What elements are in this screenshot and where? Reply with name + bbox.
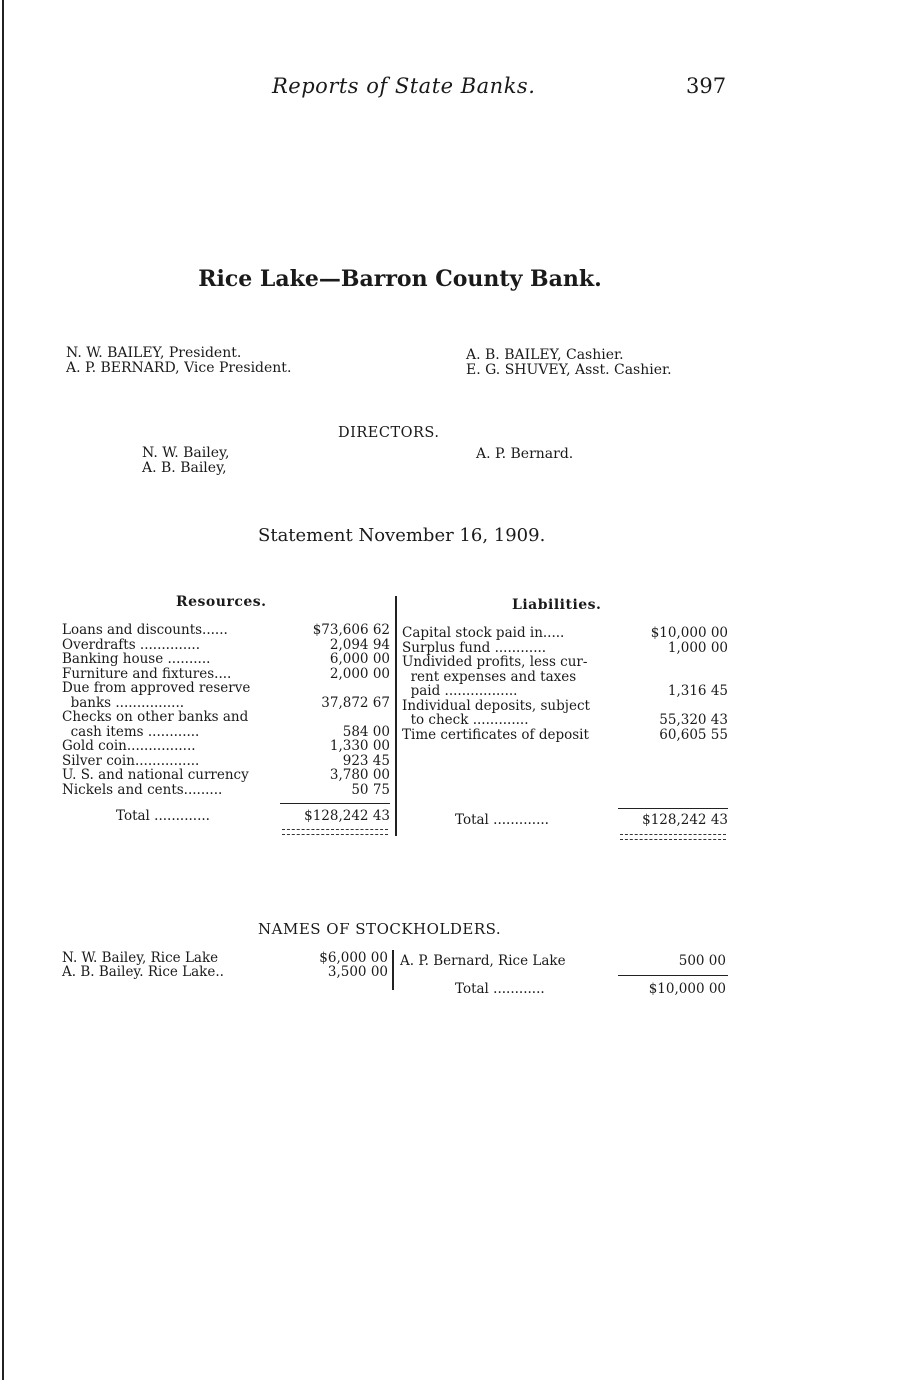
row-label: Gold coin................	[62, 738, 196, 754]
row-amount: $73,606 62	[312, 622, 390, 638]
officer-president: N. W. BAILEY, President.	[66, 345, 242, 361]
row-label: Surplus fund ............	[402, 639, 547, 656]
stockholder-amount: 3,500 00	[327, 964, 388, 980]
director-name: A. B. Bailey,	[142, 460, 227, 476]
total-label: Total ............	[455, 981, 545, 997]
stockholder-amount: 500 00	[678, 953, 726, 969]
directors-heading: DIRECTORS.	[338, 425, 440, 441]
row-label: Furniture and fixtures....	[62, 665, 232, 682]
row-amount: 923 45	[342, 752, 390, 769]
row-amount: 2,094 94	[329, 636, 390, 653]
row-label: Due from approved reserve	[62, 680, 251, 696]
row-label: to check .............	[402, 712, 529, 728]
total-rule	[618, 808, 728, 809]
column-divider	[395, 596, 397, 836]
row-amount: 60,605 55	[659, 726, 728, 743]
total-amount: $128,242 43	[304, 808, 390, 824]
row-amount: 6,000 00	[329, 651, 390, 667]
bank-title: Rice Lake—Barron County Bank.	[198, 266, 602, 292]
total-rule	[618, 975, 728, 976]
page-number: 397	[686, 74, 727, 98]
row-label: Checks on other banks and	[62, 709, 249, 725]
row-label: banks ................	[62, 694, 185, 711]
total-amount: $10,000 00	[648, 981, 726, 997]
row-amount: 1,316 45	[667, 683, 728, 699]
row-label: Overdrafts ..............	[62, 636, 200, 653]
director-name: N. W. Bailey,	[142, 445, 230, 461]
row-label: Capital stock paid in.....	[402, 625, 565, 641]
director-name: A. P. Bernard.	[476, 446, 574, 462]
row-amount: 50 75	[351, 781, 390, 798]
row-label: Silver coin...............	[62, 752, 200, 769]
resources-heading: Resources.	[176, 594, 267, 610]
liabilities-heading: Liabilities.	[512, 597, 602, 613]
page-edge-rule	[2, 0, 4, 1380]
officer-vice-president: A. P. BERNARD, Vice President.	[66, 360, 292, 376]
stockholders-heading: NAMES OF STOCKHOLDERS.	[258, 920, 502, 938]
row-amount: $10,000 00	[650, 625, 728, 641]
stockholder-name: A. B. Bailey. Rice Lake..	[62, 964, 224, 980]
row-amount: 37,872 67	[321, 694, 390, 711]
row-label: Undivided profits, less cur-	[402, 654, 588, 670]
total-label: Total .............	[455, 812, 549, 828]
stockholder-name: N. W. Bailey, Rice Lake	[62, 950, 219, 966]
row-amount: 1,000 00	[667, 639, 728, 656]
double-rule	[620, 834, 726, 840]
total-label: Total .............	[116, 808, 210, 824]
row-amount: 1,330 00	[329, 738, 390, 754]
row-label: Individual deposits, subject	[402, 697, 590, 714]
total-amount: $128,242 43	[642, 812, 728, 828]
row-amount: 584 00	[342, 723, 390, 740]
row-label: Loans and discounts......	[62, 622, 228, 638]
row-amount: 55,320 43	[659, 712, 728, 728]
row-label: rent expenses and taxes	[402, 668, 577, 685]
row-label: Nickels and cents.........	[62, 781, 223, 798]
row-amount: 3,780 00	[329, 767, 390, 783]
row-label: Time certificates of deposit	[402, 726, 589, 743]
total-rule	[280, 803, 390, 804]
row-amount: 2,000 00	[329, 665, 390, 682]
row-label: U. S. and national currency	[62, 767, 249, 783]
row-label: Banking house ..........	[62, 651, 211, 667]
double-rule	[282, 829, 388, 835]
officer-asst-cashier: E. G. SHUVEY, Asst. Cashier.	[466, 362, 672, 378]
stockholder-name: A. P. Bernard, Rice Lake	[400, 953, 566, 969]
row-label: cash items ............	[62, 723, 200, 740]
stockholder-amount: $6,000 00	[319, 950, 388, 966]
row-label: paid .................	[402, 683, 518, 699]
running-title: Reports of State Banks.	[272, 74, 536, 98]
officer-cashier: A. B. BAILEY, Cashier.	[466, 347, 624, 363]
column-divider	[392, 950, 394, 990]
statement-date: Statement November 16, 1909.	[258, 525, 546, 546]
